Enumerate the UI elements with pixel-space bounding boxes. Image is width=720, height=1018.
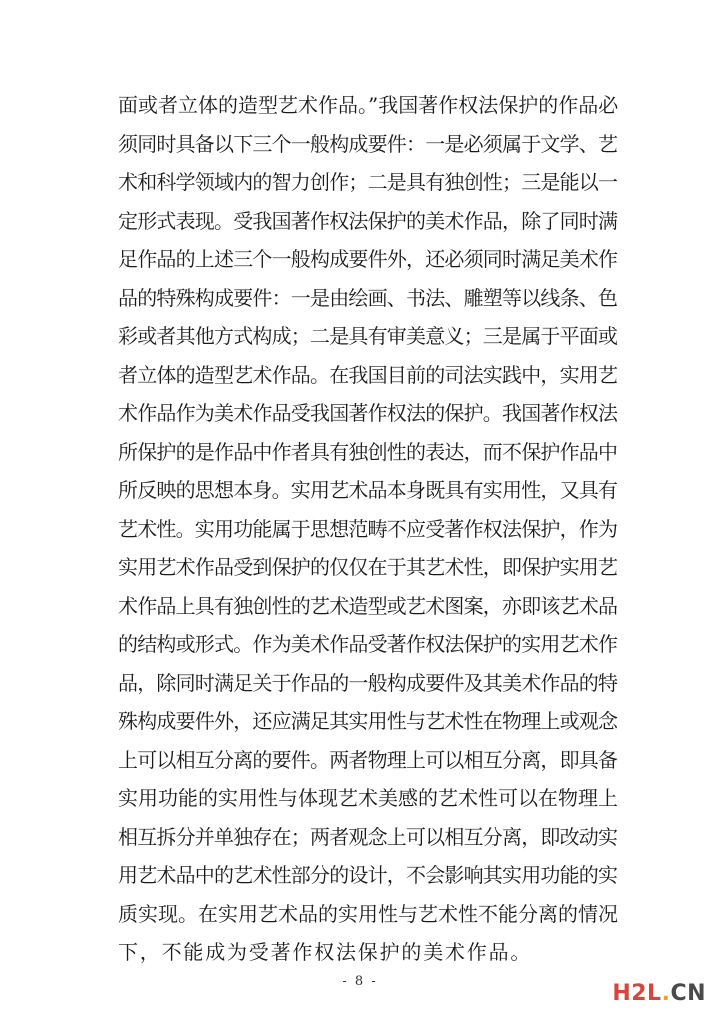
watermark-suffix: CN bbox=[670, 981, 706, 1006]
text-line: 术和科学领域内的智力创作；二是具有独创性；三是能以一 bbox=[118, 170, 618, 194]
text-line: 者立体的造型艺术作品。在我国目前的司法实践中，实用艺 bbox=[118, 362, 618, 387]
text-line: 上可以相互分离的要件。两者物理上可以相互分离，即具备 bbox=[118, 747, 618, 772]
text-line: 面或者立体的造型艺术作品。”我国著作权法保护的作品必 bbox=[118, 93, 619, 117]
text-line: 彩或者其他方式构成；二是具有审美意义；三是属于平面或 bbox=[118, 324, 618, 348]
text-line: 品，除同时满足关于作品的一般构成要件及其美术作品的特 bbox=[118, 670, 618, 695]
text-line: 的结构或形式。作为美术作品受著作权法保护的实用艺术作 bbox=[118, 632, 618, 656]
text-line: 足作品的上述三个一般构成要件外，还必须同时满足美术作 bbox=[118, 247, 618, 271]
text-line: 术作品上具有独创性的艺术造型或艺术图案，亦即该艺术品 bbox=[118, 593, 618, 618]
text-line: 品的特殊构成要件：一是由绘画、书法、雕塑等以线条、色 bbox=[118, 285, 618, 310]
text-line: 实用艺术作品受到保护的仅仅在于其艺术性，即保护实用艺 bbox=[118, 555, 618, 579]
text-line: 艺术性。实用功能属于思想范畴不应受著作权法保护，作为 bbox=[118, 516, 618, 541]
text-line: 术作品作为美术作品受我国著作权法的保护。我国著作权法 bbox=[118, 401, 618, 425]
watermark-logo bbox=[612, 983, 706, 1005]
text-line: 实用功能的实用性与体现艺术美感的艺术性可以在物理上 bbox=[118, 786, 618, 810]
watermark-main: H2L bbox=[612, 981, 662, 1006]
body-text bbox=[118, 86, 618, 972]
page-number: - 8 - bbox=[342, 974, 378, 989]
text-line: 质实现。在实用艺术品的实用性与艺术性不能分离的情况 bbox=[118, 901, 618, 926]
text-line: 定形式表现。受我国著作权法保护的美术作品，除了同时满 bbox=[118, 208, 618, 233]
text-line: 须同时具备以下三个一般构成要件：一是必须属于文学、艺 bbox=[118, 131, 618, 156]
text-line: 所保护的是作品中作者具有独创性的表达，而不保护作品中 bbox=[118, 439, 618, 464]
text-line: 所反映的思想本身。实用艺术品本身既具有实用性，又具有 bbox=[118, 478, 618, 502]
text-line: 下，不能成为受著作权法保护的美术作品。 bbox=[118, 940, 533, 964]
text-line: 殊构成要件外，还应满足其实用性与艺术性在物理上或观念 bbox=[118, 709, 618, 733]
text-line: 用艺术品中的艺术性部分的设计，不会影响其实用功能的实 bbox=[118, 863, 618, 887]
text-line: 相互拆分并单独存在；两者观念上可以相互分离，即改动实 bbox=[118, 824, 618, 849]
watermark-dot: . bbox=[661, 981, 671, 1006]
